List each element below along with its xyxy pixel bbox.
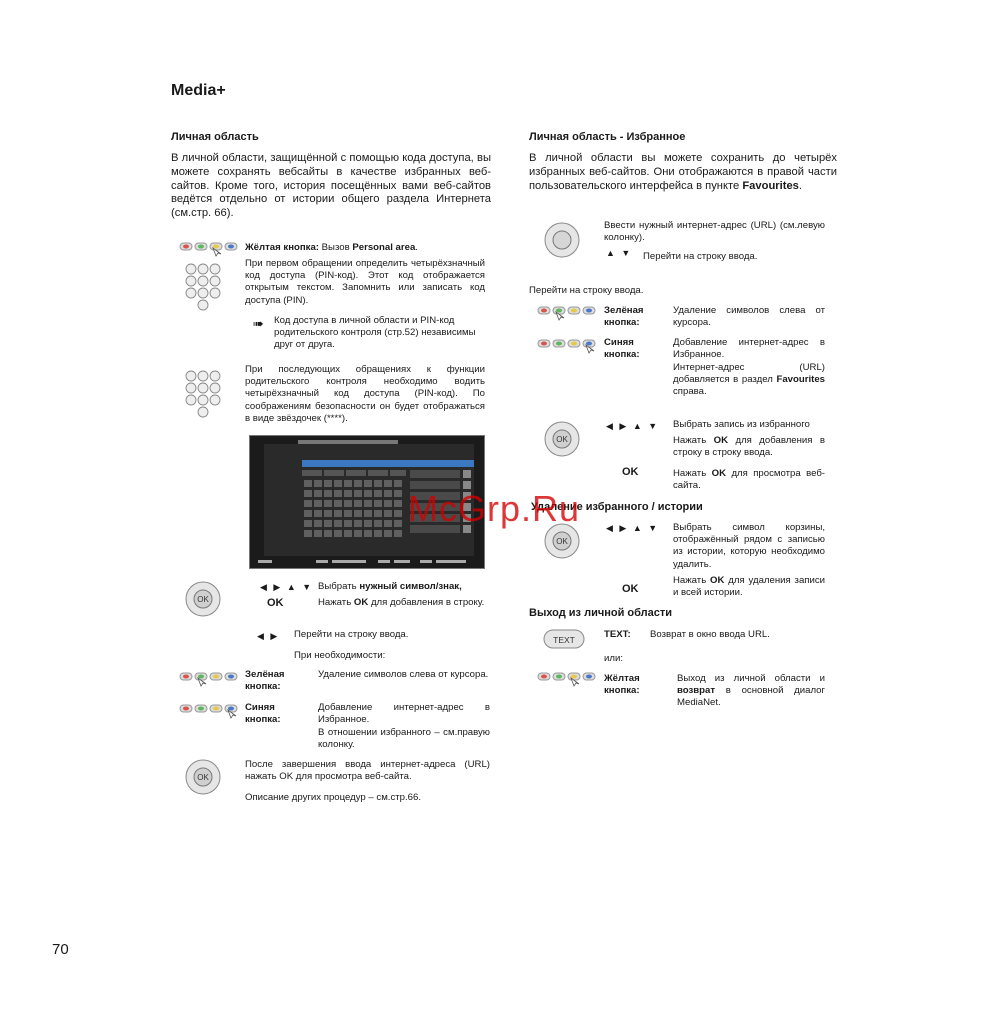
left-right-arrows-icon: ◀ ▶ (257, 631, 280, 641)
press-ok-delete-text: Нажать OK для удаления записи и всей истории. (673, 575, 825, 599)
press-ok-add-text: Нажать OK для добавления в строку. (318, 597, 485, 608)
svg-text:OK: OK (197, 773, 209, 782)
ok-navigation-ring-icon (184, 758, 222, 796)
blue-key-text-right-1: Добавление интернет-адрес в Избранное. (673, 337, 825, 361)
color-keys-yellow-icon (537, 670, 597, 688)
green-key-label: Зелёная кнопка: (245, 669, 285, 693)
subsequent-access-text: При последующих обращениях к функции родительского контроля необходимо водить четырёхзначный код доступа (PIN-код). По соображениям безопасности он будет отображаться в виде звёздочек (****). (245, 364, 485, 424)
yellow-key-text-right: Выход из личной области и возврат в основной диалог MediaNet. (677, 673, 825, 709)
left-heading: Личная область (171, 131, 259, 143)
svg-text:OK: OK (556, 435, 568, 444)
blue-key-label-right: Синяя кнопка: (604, 337, 640, 361)
ok-key-icon: OK (267, 597, 284, 609)
first-access-text: При первом обращении определить четырёхзначный код доступа (PIN-код). Этот код отображается открытым текстом. Запомнить или записать код доступа (PIN). (245, 258, 485, 306)
yellow-key-label-right: Жёлтая кнопка: (604, 673, 640, 697)
goto-input-text: Перейти на строку ввода. (294, 629, 409, 640)
or-text: или: (604, 653, 623, 664)
ok-navigation-ring-icon (184, 580, 222, 618)
enter-url-text: Ввести нужный интернет-адрес (URL) (см.левую колонку). (604, 220, 825, 244)
color-keys-green-icon (179, 670, 239, 688)
numeric-keypad-icon (183, 369, 223, 421)
color-keys-yellow-icon (179, 240, 239, 258)
note-arrow-icon: ➠ (253, 316, 264, 331)
svg-text:OK: OK (556, 537, 568, 546)
trash-text: Выбрать символ корзины, отображённый рядом с записью из истории, которую необходимо удалить. (673, 522, 825, 570)
text-key-icon (543, 628, 585, 650)
up-down-arrows-icon: ▲ ▼ (606, 248, 633, 258)
goto-input-plain: Перейти на строку ввода. (529, 285, 644, 296)
left-intro: В личной области, защищённой с помощью кода доступа, вы можете сохранять вебсайты в качестве избранных веб-сайтов. Кроме того, история посещённых вами веб-сайтов ведётся отдельно от истории общего раздела Интернета (см.стр. 66). (171, 152, 491, 220)
color-keys-blue-icon (179, 702, 239, 720)
arrow-keys-icon: ◀ ▶ ▲ ▼ (260, 582, 314, 592)
arrow-keys-icon: ◀ ▶ ▲ ▼ (606, 523, 660, 533)
watermark: McGrp.Ru (408, 488, 581, 529)
color-keys-green-icon (537, 304, 597, 322)
blue-key-text-2: В отношении избранного – см.правую колонку. (318, 727, 490, 751)
other-procedures-text: Описание других процедур – см.стр.66. (245, 792, 422, 803)
color-keys-blue-icon (537, 337, 597, 355)
blue-key-label: Синяя кнопка: (245, 702, 281, 726)
green-key-text-right: Удаление символов слева от курсора. (673, 305, 825, 329)
right-heading: Личная область - Избранное (529, 131, 686, 143)
arrow-keys-icon: ◀ ▶ ▲ ▼ (606, 421, 660, 431)
yellow-key-line: Жёлтая кнопка: Вызов Personal area. (245, 242, 418, 253)
blue-key-text-1: Добавление интернет-адрес в Избранное. (318, 702, 490, 726)
delete-heading: Удаление избранного / истории (531, 501, 703, 513)
page-title: Media+ (171, 82, 226, 99)
press-ok-add-right: Нажать OK для добавления в строку в строку ввода. (673, 435, 826, 459)
press-ok-view-text: Нажать OK для просмотра веб-сайта. (673, 468, 826, 492)
after-input-text: После завершения ввода интернет-адреса (URL) нажать OK для просмотра веб-сайта. (245, 759, 490, 783)
navigation-ring-icon (543, 221, 581, 259)
svg-text:TEXT: TEXT (553, 635, 575, 645)
ok-navigation-ring-icon (543, 420, 581, 458)
exit-heading: Выход из личной области (529, 607, 673, 619)
if-needed-text: При необходимости: (294, 650, 386, 661)
select-symbol-text: Выбрать нужный символ/знак, (318, 581, 462, 592)
svg-text:OK: OK (197, 595, 209, 604)
numeric-keypad-icon (183, 262, 223, 314)
right-intro: В личной области вы можете сохранить до четырёх избранных веб-сайтов. Они отображаются в правой части пользовательского интерфейса в пункте Favourites. (529, 152, 837, 192)
goto-input-right: Перейти на строку ввода. (643, 251, 758, 262)
text-key-label: TEXT: (604, 629, 631, 640)
ok-key-icon: OK (622, 583, 639, 595)
select-favourite-text: Выбрать запись из избранного (673, 419, 810, 430)
note-text: Код доступа в личной области и PIN-код родительского контроля (стр.52) независимы друг от друга. (274, 315, 476, 351)
page-number: 70 (52, 941, 69, 958)
green-key-text: Удаление символов слева от курсора. (318, 669, 489, 680)
ok-key-icon: OK (622, 466, 639, 478)
text-key-action: Возврат в окно ввода URL. (650, 629, 770, 640)
green-key-label-right: Зелёная кнопка: (604, 305, 644, 329)
blue-key-text-right-2: Интернет-адрес (URL) добавляется в раздел Favourites справа. (673, 362, 825, 398)
